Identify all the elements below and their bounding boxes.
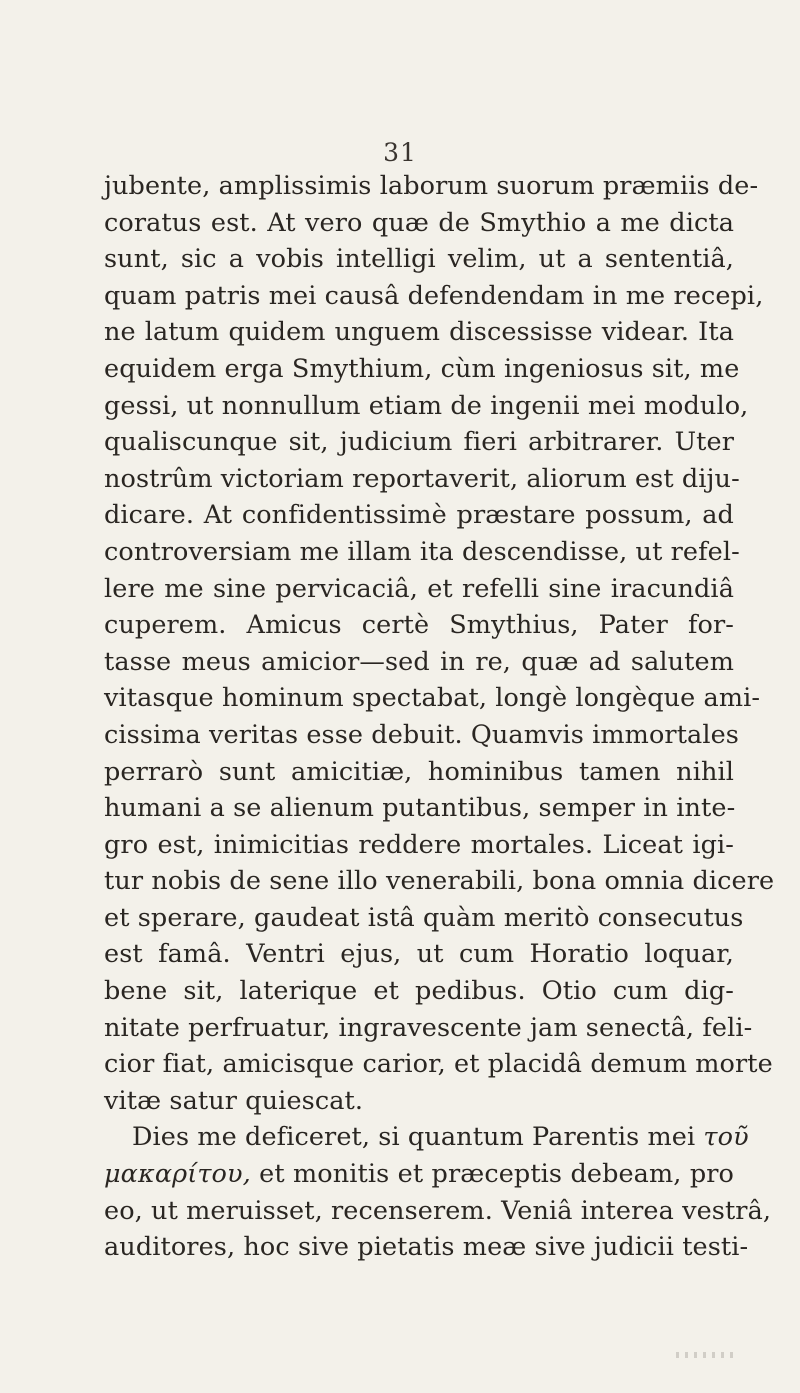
text-line: lere me sine pervicaciâ, et refelli sine iracundiâ — [104, 573, 734, 604]
text-line: bene sit, laterique et pedibus. Otio cum dig- — [104, 976, 734, 1007]
text-line: cissima veritas esse debuit. Quamvis immortales — [104, 719, 739, 750]
text-line: nitate perfruatur, ingravescente jam senectâ, feli- — [104, 1012, 753, 1043]
text-line: qualiscunque sit, judicium fieri arbitrarer. Uter — [104, 427, 734, 458]
text-line: jubente, amplissimis laborum suorum præmiis de- — [104, 171, 759, 201]
greek-word: μακαρίτου, — [104, 1159, 251, 1190]
text-line: tur nobis de sene illo venerabili, bona omnia dicere — [104, 866, 775, 897]
text-line: humani a se alienum putantibus, semper in inte- — [104, 793, 736, 824]
greek-word: τοῦ — [703, 1122, 749, 1153]
text-line: est famâ. Ventri ejus, ut cum Horatio loquar, — [104, 939, 734, 970]
text-line: cior fiat, amicisque carior, et placidâ demum morte — [104, 1049, 773, 1080]
text-line: quam patris mei causâ defendendam in me recepi, — [104, 280, 764, 311]
text-line: perrarò sunt amicitiæ, hominibus tamen nihil — [104, 756, 734, 787]
text-line: eo, ut meruisset, recenserem. Veniâ interea vestrâ, — [104, 1195, 772, 1226]
text-line-paragraph-end: vitæ satur quiescat. — [104, 1085, 364, 1116]
text-line: cuperem. Amicus certè Smythius, Pater for- — [104, 610, 734, 641]
text-line: auditores, hoc sive pietatis meæ sive judicii testi- — [104, 1232, 749, 1263]
text-line — [104, 1156, 734, 1193]
text-line-paragraph-start — [104, 1119, 749, 1156]
text-segment: et monitis et præceptis debeam, pro — [250, 1159, 734, 1190]
text-line: et sperare, gaudeat istâ quàm meritò consecutus — [104, 902, 744, 933]
text-line: controversiam me illam ita descendisse, ut refel- — [104, 536, 740, 567]
text-line: dicare. At confidentissimè præstare possum, ad — [104, 500, 734, 531]
text-segment: Dies me deficeret, si quantum Parentis mei — [132, 1122, 704, 1153]
text-line: gessi, ut nonnullum etiam de ingenii mei modulo, — [104, 390, 749, 421]
text-line: vitasque hominum spectabat, longè longèque ami- — [104, 683, 761, 714]
text-line: sunt, sic a vobis intelligi velim, ut a sententiâ, — [104, 244, 734, 275]
text-line: coratus est. At vero quæ de Smythio a me dicta — [104, 207, 734, 238]
text-line: tasse meus amicior—sed in re, quæ ad salutem — [104, 646, 734, 677]
page-number: 31 — [383, 138, 417, 167]
text-line: gro est, inimicitias reddere mortales. Liceat igi- — [104, 829, 734, 860]
text-line: nostrûm victoriam reportaverit, aliorum est diju- — [104, 463, 740, 494]
body-text — [104, 168, 775, 1266]
text-line: equidem erga Smythium, cùm ingeniosus sit, me — [104, 353, 740, 384]
print-smudge — [676, 1352, 736, 1358]
text-line: ne latum quidem unguem discessisse videar. Ita — [104, 317, 734, 348]
